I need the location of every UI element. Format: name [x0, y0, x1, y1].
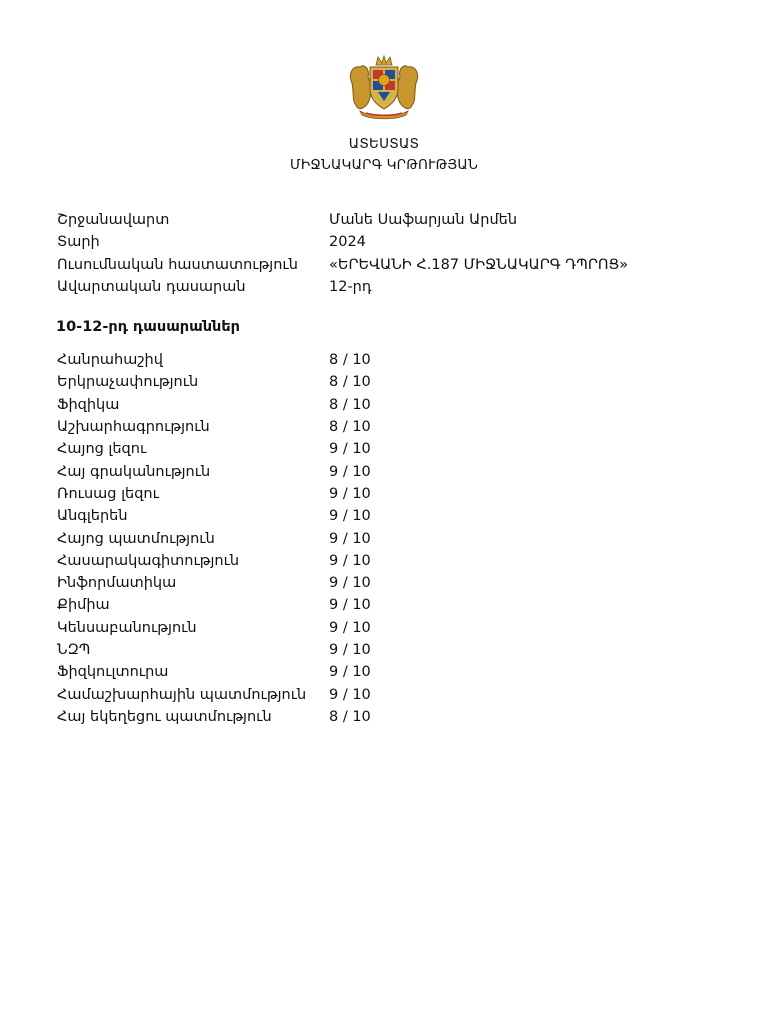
subject-grade: 8 / 10: [329, 396, 371, 413]
grade-row: [57, 661, 737, 683]
grade-row: [57, 460, 737, 482]
info-label: Ավարտական դասարան: [57, 279, 246, 296]
subject-name: Հասարակագիտություն: [57, 552, 240, 569]
grade-row: [57, 527, 737, 549]
info-value: Մանե Սաֆարյան Արմեն: [329, 212, 518, 229]
subject-grade: 9 / 10: [329, 463, 371, 480]
subject-name: Ֆիզիկա: [57, 396, 120, 413]
grade-row: [57, 639, 737, 661]
info-row-institution: [57, 254, 737, 276]
grade-row: [57, 572, 737, 594]
subject-grade: 9 / 10: [329, 575, 371, 592]
subject-grade: 9 / 10: [329, 686, 371, 703]
subject-name: Երկրաչափություն: [57, 374, 199, 391]
info-value: 2024: [329, 234, 366, 251]
document-title-block: [0, 134, 768, 176]
subject-name: Քիմիա: [57, 597, 110, 614]
subject-name: Ֆիզկուլտուրա: [57, 664, 169, 681]
subject-grade: 9 / 10: [329, 441, 371, 458]
grade-row: [57, 505, 737, 527]
subject-grade: 8 / 10: [329, 374, 371, 391]
grade-row: [57, 349, 737, 371]
info-label: Շրջանավարտ: [57, 212, 170, 229]
grade-row: [57, 394, 737, 416]
info-value: 12-րդ: [329, 279, 372, 296]
subject-grade: 8 / 10: [329, 708, 371, 725]
subject-name: Հայ գրականություն: [57, 463, 211, 480]
subject-grade: 9 / 10: [329, 508, 371, 525]
info-label: Ուսումնական հաստատություն: [57, 256, 298, 273]
info-row-year: [57, 231, 737, 253]
grade-row: [57, 550, 737, 572]
grade-row: [57, 594, 737, 616]
subject-grade: 9 / 10: [329, 530, 371, 547]
subject-name: Աշխարհագրություն: [57, 419, 210, 436]
grade-row: [57, 438, 737, 460]
subject-grade: 9 / 10: [329, 552, 371, 569]
subject-name: Անգլերեն: [57, 508, 128, 525]
subject-grade: 9 / 10: [329, 597, 371, 614]
info-value: «ԵՐԵՎԱՆԻ Հ.187 ՄԻՋՆԱԿԱՐԳ ԴՊՐՈՑ»: [329, 256, 629, 273]
subject-name: Ռուսաց լեզու: [57, 485, 159, 502]
grades-section-title: 10-12-րդ դասարաններ: [56, 319, 240, 335]
subject-name: Հայ եկեղեցու պատմություն: [57, 708, 272, 725]
grade-row: [57, 706, 737, 728]
info-row-graduate: [57, 209, 737, 231]
subject-name: Ինֆորմատիկա: [57, 575, 177, 592]
grade-row: [57, 371, 737, 393]
info-row-final-grade: [57, 276, 737, 298]
grade-row: [57, 617, 737, 639]
grade-row: [57, 416, 737, 438]
graduate-info: [57, 209, 737, 298]
subject-name: Հայոց պատմություն: [57, 530, 215, 547]
subject-name: Համաշխարհային պատմություն: [57, 686, 307, 703]
subject-grade: 9 / 10: [329, 664, 371, 681]
document-subtitle: ՄԻՋՆԱԿԱՐԳ ԿՐԹՈՒԹՅԱՆ: [289, 157, 478, 173]
subject-grade: 9 / 10: [329, 619, 371, 636]
coat-of-arms-icon: [346, 53, 422, 121]
grade-row: [57, 483, 737, 505]
subject-name: Կենսաբանություն: [57, 619, 197, 636]
info-label: Տարի: [57, 234, 100, 251]
subject-name: Հանրահաշիվ: [57, 352, 163, 369]
document-title: ԱՏԵՍՏԱՏ: [348, 136, 420, 152]
subject-grade: 9 / 10: [329, 485, 371, 502]
grades-list: [57, 349, 737, 728]
subject-name: Հայոց լեզու: [57, 441, 147, 458]
grade-row: [57, 683, 737, 705]
subject-name: ՆԶՊ: [57, 642, 91, 658]
subject-grade: 8 / 10: [329, 352, 371, 369]
subject-grade: 8 / 10: [329, 419, 371, 436]
subject-grade: 9 / 10: [329, 642, 371, 658]
